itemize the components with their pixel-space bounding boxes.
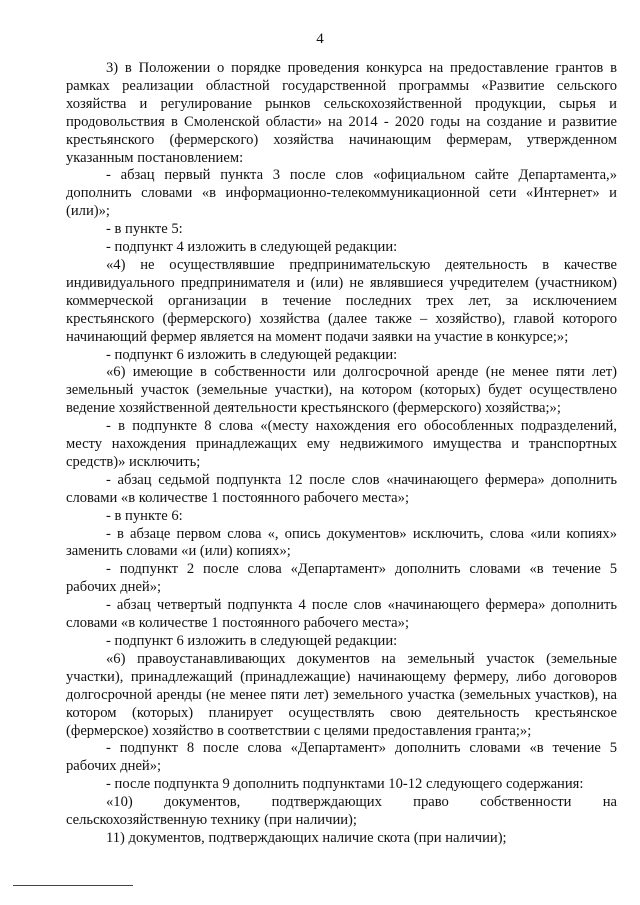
paragraph-14: - подпункт 6 изложить в следующей редакции: — [106, 633, 398, 649]
paragraph-8: - в подпункте 8 слова «(месту нахождения его обособленных подразделений, месту нахождения принадлежащих ему недвижимого имущества и транспортных средств)» исключить; — [66, 418, 617, 470]
paragraph-16: - подпункт 8 после слова «Департамент» дополнить словами «в течение 5 рабочих дней»; — [66, 740, 617, 775]
paragraph-13: - абзац четвертый подпункта 4 после слов «начинающего фермера» дополнить словами «в количестве 1 постоянного рабочего места»; — [66, 597, 617, 632]
paragraph-6: - подпункт 6 изложить в следующей редакции: — [106, 346, 398, 363]
paragraph-12: - подпункт 2 после слова «Департамент» дополнить словами «в течение 5 рабочих дней»; — [66, 561, 617, 596]
paragraph-10: - в пункте 6: — [106, 507, 183, 524]
paragraph-18: «10) документов, подтверждающих право собственности на сельскохозяйственную технику (при наличии); — [66, 794, 617, 829]
paragraph-3: - в пункте 5: — [106, 221, 183, 238]
paragraph-4: - подпункт 4 изложить в следующей редакции: — [106, 239, 398, 256]
paragraph-2: - абзац первый пункта 3 после слов «официальном сайте Департамента,» дополнить словами «в информационно-телекоммуникационной сети «Интернет» и (или)»; — [66, 167, 617, 220]
paragraph-19: 11) документов, подтверждающих наличие скота (при наличии); — [106, 829, 507, 846]
paragraph-11: - в абзаце первом слова «, опись документов» исключить, слова «или копиях» заменить словами «и (или) копиях»; — [66, 525, 617, 560]
document-body — [66, 60, 617, 848]
paragraph-15: «6) правоустанавливающих документов на земельный участок (земельные участки), принадлежащий (принадлежащие) начинающему фермеру, либо договоров долгосрочной аренды (не менее пяти лет) земельного участка (земельных участков), на котором (которых) планирует осуществлять свою деятельность крестьянское (фермерское) хозяйство в соответствии с целями предоставления гранта;»; — [66, 650, 617, 739]
paragraph-1: 3) в Положении о порядке проведения конкурса на предоставление грантов в рамках реализации областной государственной программы «Развитие сельского хозяйства и регулирование рынков сельскохозяйственной продукции, сырья и продовольствия в Смоленской области» на 2014 - 2020 годы на создание и развитие крестьянского (фермерского) хозяйства начинающим фермерам, утвержденном указанным постановлением: — [66, 60, 617, 166]
footer-rule — [13, 885, 133, 886]
paragraph-17: - после подпункта 9 дополнить подпунктами 10-12 следующего содержания: — [106, 776, 584, 793]
paragraph-9: - абзац седьмой подпункта 12 после слов «начинающего фермера» дополнить словами «в количестве 1 постоянного рабочего места»; — [66, 471, 617, 506]
page-number: 4 — [316, 31, 324, 47]
paragraph-7: «6) имеющие в собственности или долгосрочной аренде (не менее пяти лет) земельный участок (земельные участки), на котором (которых) будет осуществлено ведение хозяйственной деятельности крестьянского (фермерского) хозяйства;»; — [66, 364, 617, 417]
paragraph-5: «4) не осуществлявшие предпринимательскую деятельность в качестве индивидуального предпринимателя и (или) не являвшиеся учредителем (участником) коммерческой организации в течение последних трех лет, за исключением крестьянского (фермерского) хозяйства (далее также – хозяйство), главой которого начинающий фермер является на момент подачи заявки на участие в конкурсе;»; — [66, 256, 617, 345]
